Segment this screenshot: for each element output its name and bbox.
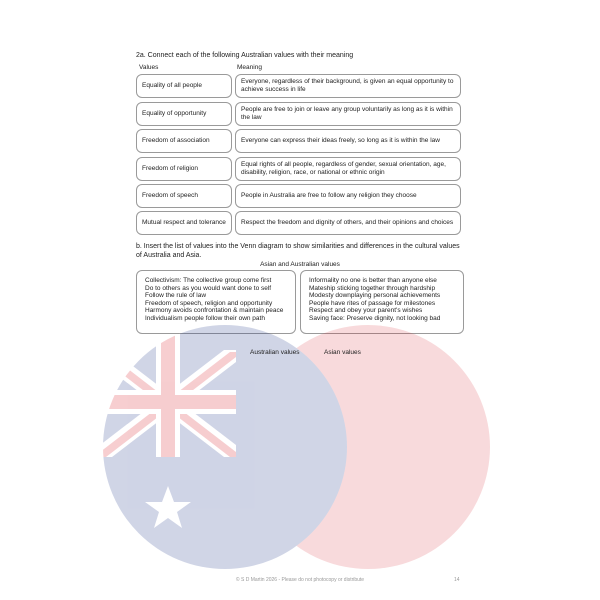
value-text: Freedom of religion <box>142 164 198 172</box>
meaning-text: People in Australia are free to follow any religion they choose <box>241 191 417 199</box>
venn-label-australian: Australian values <box>250 349 300 356</box>
venn-title: Asian and Australian values <box>260 261 340 268</box>
list-item: People have rites of passage for milestones <box>309 299 436 307</box>
meaning-header: Meaning <box>237 64 262 71</box>
list-item: Mateship sticking together through hardship <box>309 284 436 292</box>
meaning-text: Everyone, regardless of their background, is given an equal opportunity to achieve success in life <box>241 77 454 93</box>
value-text: Equality of opportunity <box>142 109 207 117</box>
copyright-footer: © S D Martin 2026 - Please do not photocopy or distribute <box>235 577 365 583</box>
meaning-text: Respect the freedom and dignity of others, and their opinions and choices <box>241 218 454 226</box>
question-b: b. Insert the list of values into the Venn diagram to show similarities and differences in the cultural values of Australia and Asia. <box>136 243 460 259</box>
list-item: Saving face: Preserve dignity, not looking bad <box>309 314 441 322</box>
list-item: Individualism people follow their own path <box>145 314 265 322</box>
list-item: Freedom of speech, religion and opportunity <box>145 299 273 307</box>
list-item: Collectivism: The collective group come first <box>145 277 272 284</box>
list-item: Modesty downplaying personal achievements <box>309 292 441 300</box>
list-item: Harmony avoids confrontation & maintain peace <box>145 307 284 315</box>
list-item: Do to others as you would want done to self <box>145 284 272 292</box>
list-item: Respect and obey your parent's wishes <box>309 307 423 315</box>
meaning-text: People are free to join or leave any group voluntarily as long as it is within the law <box>241 105 453 121</box>
meaning-text: Everyone can express their ideas freely, so long as it is within the law <box>241 136 440 144</box>
value-text: Freedom of association <box>142 136 210 144</box>
values-header: Values <box>139 64 159 71</box>
list-item: Informality no one is better than anyone else <box>309 277 437 284</box>
list-item: Follow the rule of law <box>145 292 207 300</box>
value-text: Mutual respect and tolerance <box>142 218 226 226</box>
venn-label-asian: Asian values <box>324 349 361 356</box>
page-number: 14 <box>454 577 460 583</box>
meaning-text: Equal rights of all people, regardless of gender, sexual orientation, age, disability, religion, race, or national or ethnic origin <box>241 160 446 176</box>
value-text: Equality of all people <box>142 81 202 89</box>
question-a: 2a. Connect each of the following Australian values with their meaning <box>136 52 354 59</box>
value-text: Freedom of speech <box>142 191 199 199</box>
